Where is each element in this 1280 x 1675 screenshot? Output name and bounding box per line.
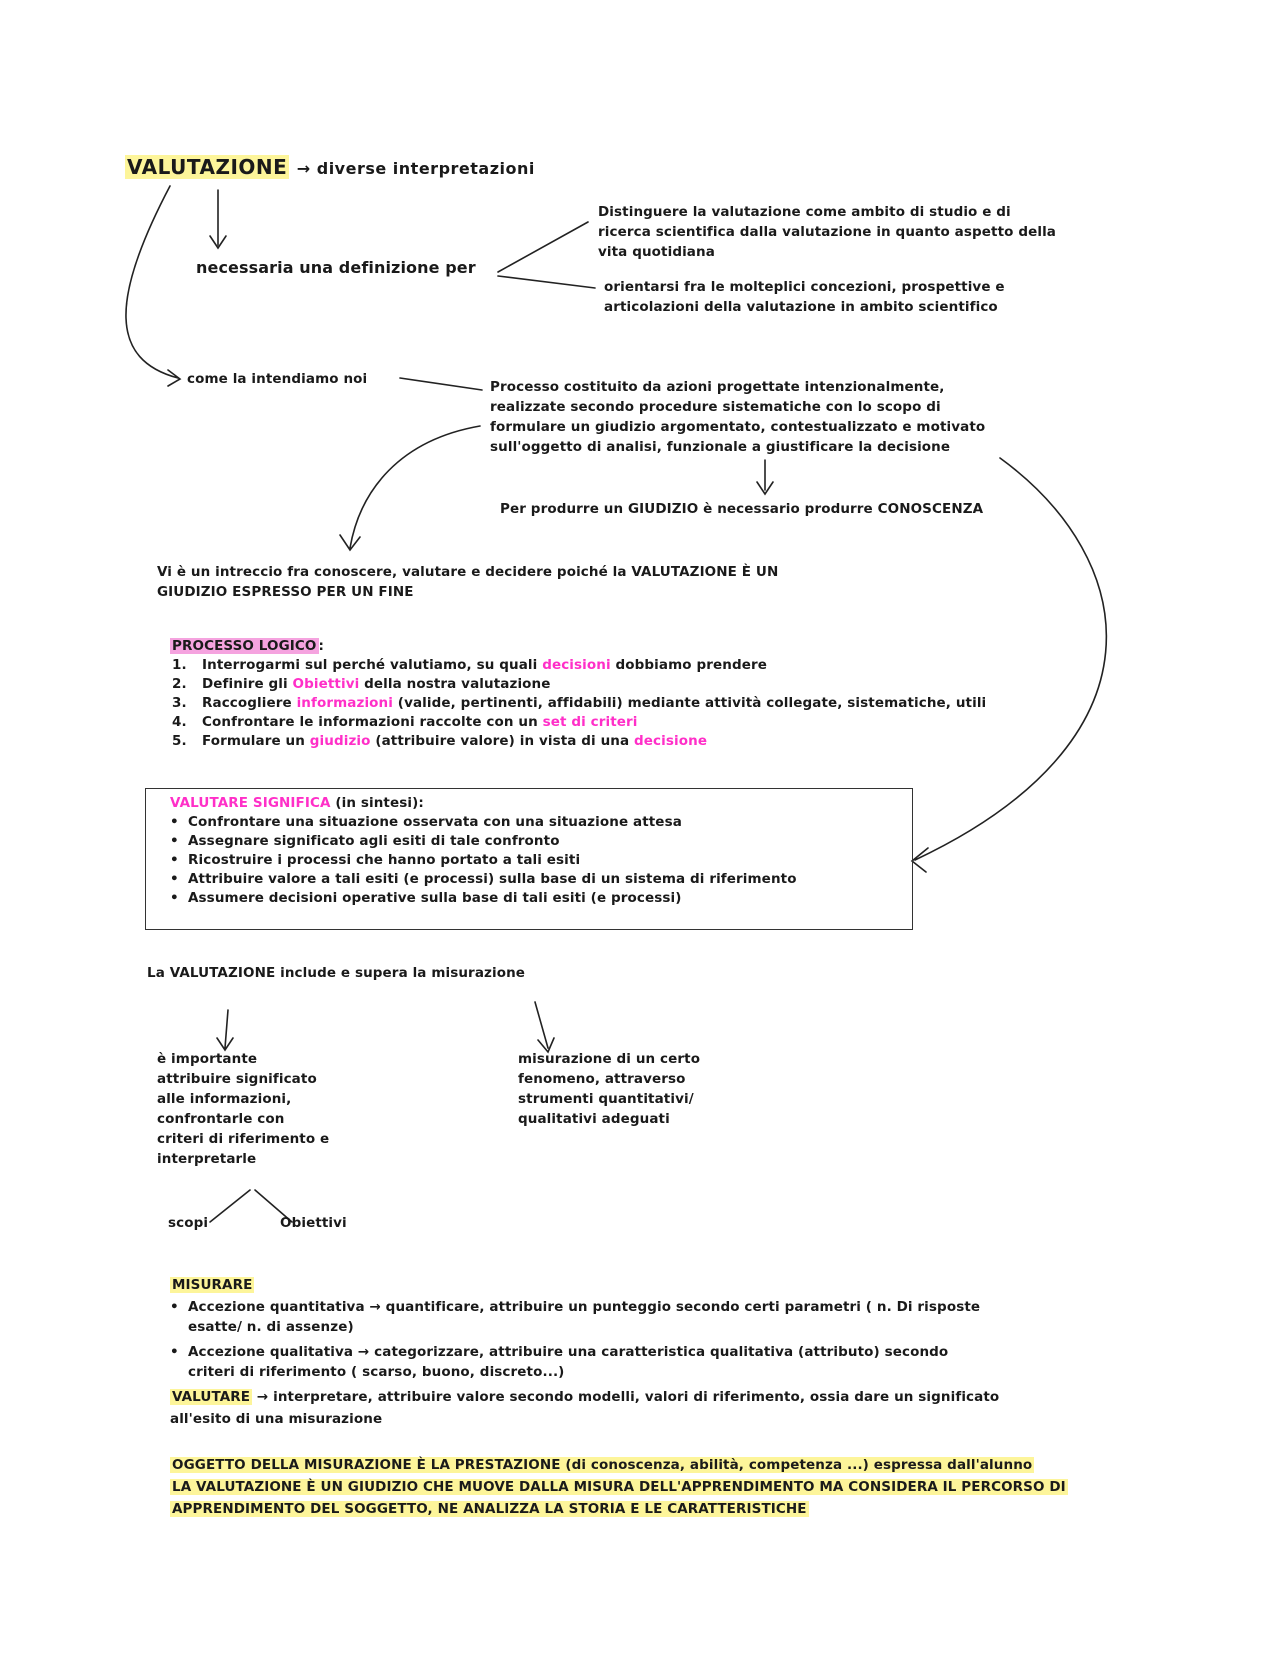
definition-need: necessaria una definizione per	[196, 258, 476, 277]
step-text: Raccogliere	[202, 695, 297, 711]
measure-heading	[170, 1276, 254, 1295]
interweave-1: Vi è un intreccio fra conoscere, valutare e decidere poiché la VALUTAZIONE È UN	[157, 564, 779, 580]
measure-q1-2: esatte/ n. di assenze)	[188, 1319, 354, 1335]
measure-q1-text: Accezione quantitativa → quantificare, attribuire un punteggio secondo certi parametri ( n. Di risposte	[188, 1299, 981, 1315]
logical-step-3	[172, 694, 986, 713]
arrow-left-col	[217, 1010, 233, 1050]
measure-q2-text: Accezione qualitativa → categorizzare, attribuire una caratteristica qualitativa (attributo) secondo	[188, 1344, 949, 1360]
meaning-item-text: Assumere decisioni operative sulla base di tali esiti (e processi)	[188, 890, 682, 906]
knowledge-note: Per produrre un GIUDIZIO è necessario produrre CONOSCENZA	[500, 501, 984, 517]
branch-a-line-1: Distinguere la valutazione come ambito di studio e di	[598, 204, 1011, 220]
meaning-heading	[170, 794, 424, 813]
our-view: come la intendiamo noi	[187, 371, 368, 387]
logical-step-1	[172, 656, 986, 675]
meaning-item-text: Assegnare significato agli esiti di tale confronto	[188, 833, 560, 849]
process-def-4: sull'oggetto di analisi, funzionale a giustificare la decisione	[490, 439, 951, 455]
meaning-item: • Ricostruire i processi che hanno portato a tali esiti	[170, 852, 581, 868]
final-line-1	[170, 1456, 1034, 1475]
measure-q1-1: • Accezione quantitativa → quantificare, attribuire un punteggio secondo certi parametri ( n. Di risposte	[170, 1299, 981, 1315]
meaning-heading-rest: (in sintesi):	[330, 795, 424, 811]
step-keyword: informazioni	[296, 695, 393, 711]
meaning-item: • Assumere decisioni operative sulla base di tali esiti (e processi)	[170, 890, 682, 906]
left-col-5: criteri di riferimento e	[157, 1131, 330, 1147]
branch-b-line-1: orientarsi fra le molteplici concezioni, prospettive e	[604, 279, 1005, 295]
branch-b-line-2: articolazioni della valutazione in ambito scientifico	[604, 299, 998, 315]
left-col-1: è importante	[157, 1051, 258, 1067]
measure-heading-text: MISURARE	[172, 1277, 253, 1293]
logical-heading-text: PROCESSO LOGICO	[172, 638, 317, 654]
logical-heading	[170, 637, 324, 656]
valutare-line-1	[170, 1388, 999, 1407]
step-text: dobbiamo prendere	[610, 657, 767, 673]
logical-colon: :	[318, 638, 324, 654]
left-col-6: interpretarle	[157, 1151, 257, 1167]
logical-step-5	[172, 732, 986, 751]
step-text: (valide, pertinenti, affidabili) mediante attività collegate, sistematiche, utili	[393, 695, 987, 711]
logical-steps	[172, 656, 986, 751]
meaning-item: • Confrontare una situazione osservata con una situazione attesa	[170, 814, 682, 830]
arrow-interweave	[340, 426, 480, 550]
step-keyword: set di criteri	[542, 714, 638, 730]
step-text: Interrogarmi sul perché valutiamo, su quali	[202, 657, 543, 673]
process-def-3: formulare un giudizio argomentato, contestualizzato e motivato	[490, 419, 986, 435]
title-keyword: VALUTAZIONE	[127, 155, 288, 179]
right-col-3: strumenti quantitativi/	[518, 1091, 694, 1107]
process-def-2: realizzate secondo procedure sistematiche con lo scopo di	[490, 399, 941, 415]
valutare-rest: → interpretare, attribuire valore secondo modelli, valori di riferimento, ossia dare un significato	[252, 1389, 1000, 1405]
step-text: Confrontare le informazioni raccolte con un	[202, 714, 543, 730]
obiettivi-label: Obiettivi	[280, 1215, 347, 1231]
step-text: Formulare un	[202, 733, 310, 749]
process-def-1: Processo costituito da azioni progettate intenzionalmente,	[490, 379, 945, 395]
final-line-2	[170, 1478, 1068, 1497]
meaning-list	[170, 813, 797, 908]
fork-upper	[498, 222, 588, 272]
meaning-item-text: Ricostruire i processi che hanno portato a tali esiti	[188, 852, 581, 868]
meaning-heading-keyword: VALUTARE SIGNIFICA	[170, 795, 331, 811]
step-text: della nostra valutazione	[359, 676, 551, 692]
step-number: 3.	[172, 695, 187, 711]
step-text: Definire gli	[202, 676, 293, 692]
step-number: 4.	[172, 714, 187, 730]
step-keyword: giudizio	[309, 733, 371, 749]
split-scopi	[210, 1190, 250, 1222]
step-number: 2.	[172, 676, 187, 692]
left-col-3: alle informazioni,	[157, 1091, 292, 1107]
title-rest: → diverse interpretazioni	[296, 159, 535, 178]
includes-note: La VALUTAZIONE include e supera la misurazione	[147, 965, 526, 981]
arrow-right-col	[535, 1002, 554, 1052]
measure-q2-2: criteri di riferimento ( scarso, buono, discreto...)	[188, 1364, 565, 1380]
meaning-item: • Assegnare significato agli esiti di tale confronto	[170, 833, 560, 849]
page-title	[125, 154, 535, 182]
left-col-2: attribuire significato	[157, 1071, 317, 1087]
meaning-item-text: Confrontare una situazione osservata con una situazione attesa	[188, 814, 682, 830]
step-text: (attribuire valore) in vista di una	[370, 733, 635, 749]
valutare-keyword: VALUTARE	[172, 1389, 251, 1405]
arrow-title-curve	[126, 186, 180, 386]
meaning-item: • Attribuire valore a tali esiti (e processi) sulla base di un sistema di riferimento	[170, 871, 797, 887]
measure-q2-1: • Accezione qualitativa → categorizzare, attribuire una caratteristica qualitativa (attributo) secondo	[170, 1344, 949, 1360]
right-col-4: qualitativi adeguati	[518, 1111, 670, 1127]
arrow-title-down	[210, 190, 226, 248]
left-col-4: confrontarle con	[157, 1111, 285, 1127]
interweave-2: GIUDIZIO ESPRESSO PER UN FINE	[157, 584, 414, 600]
logical-step-4	[172, 713, 986, 732]
fork-lower	[498, 276, 595, 288]
logical-step-2	[172, 675, 986, 694]
link-process	[400, 378, 482, 390]
final-text: APPRENDIMENTO DEL SOGGETTO, NE ANALIZZA LA STORIA E LE CARATTERISTICHE	[172, 1501, 807, 1517]
step-keyword: Obiettivi	[292, 676, 360, 692]
step-number: 1.	[172, 657, 187, 673]
final-line-3	[170, 1500, 809, 1519]
step-number: 5.	[172, 733, 187, 749]
arrow-knowledge	[757, 460, 773, 494]
branch-a-line-3: vita quotidiana	[598, 244, 715, 260]
scopi-label: scopi	[168, 1215, 209, 1231]
final-text: OGGETTO DELLA MISURAZIONE È LA PRESTAZIONE (di conoscenza, abilità, competenza ...) espressa dall'alunno	[172, 1457, 1033, 1473]
right-col-1: misurazione di un certo	[518, 1051, 701, 1067]
right-col-2: fenomeno, attraverso	[518, 1071, 686, 1087]
final-text: LA VALUTAZIONE È UN GIUDIZIO CHE MUOVE DALLA MISURA DELL'APPRENDIMENTO MA CONSIDERA IL PERCORSO DI	[172, 1479, 1066, 1495]
step-keyword: decisioni	[542, 657, 611, 673]
meaning-item-text: Attribuire valore a tali esiti (e processi) sulla base di un sistema di riferimento	[188, 871, 797, 887]
valutare-line-2: all'esito di una misurazione	[170, 1411, 383, 1427]
step-keyword: decisione	[634, 733, 708, 749]
branch-a-line-2: ricerca scientifica dalla valutazione in quanto aspetto della	[598, 224, 1057, 240]
